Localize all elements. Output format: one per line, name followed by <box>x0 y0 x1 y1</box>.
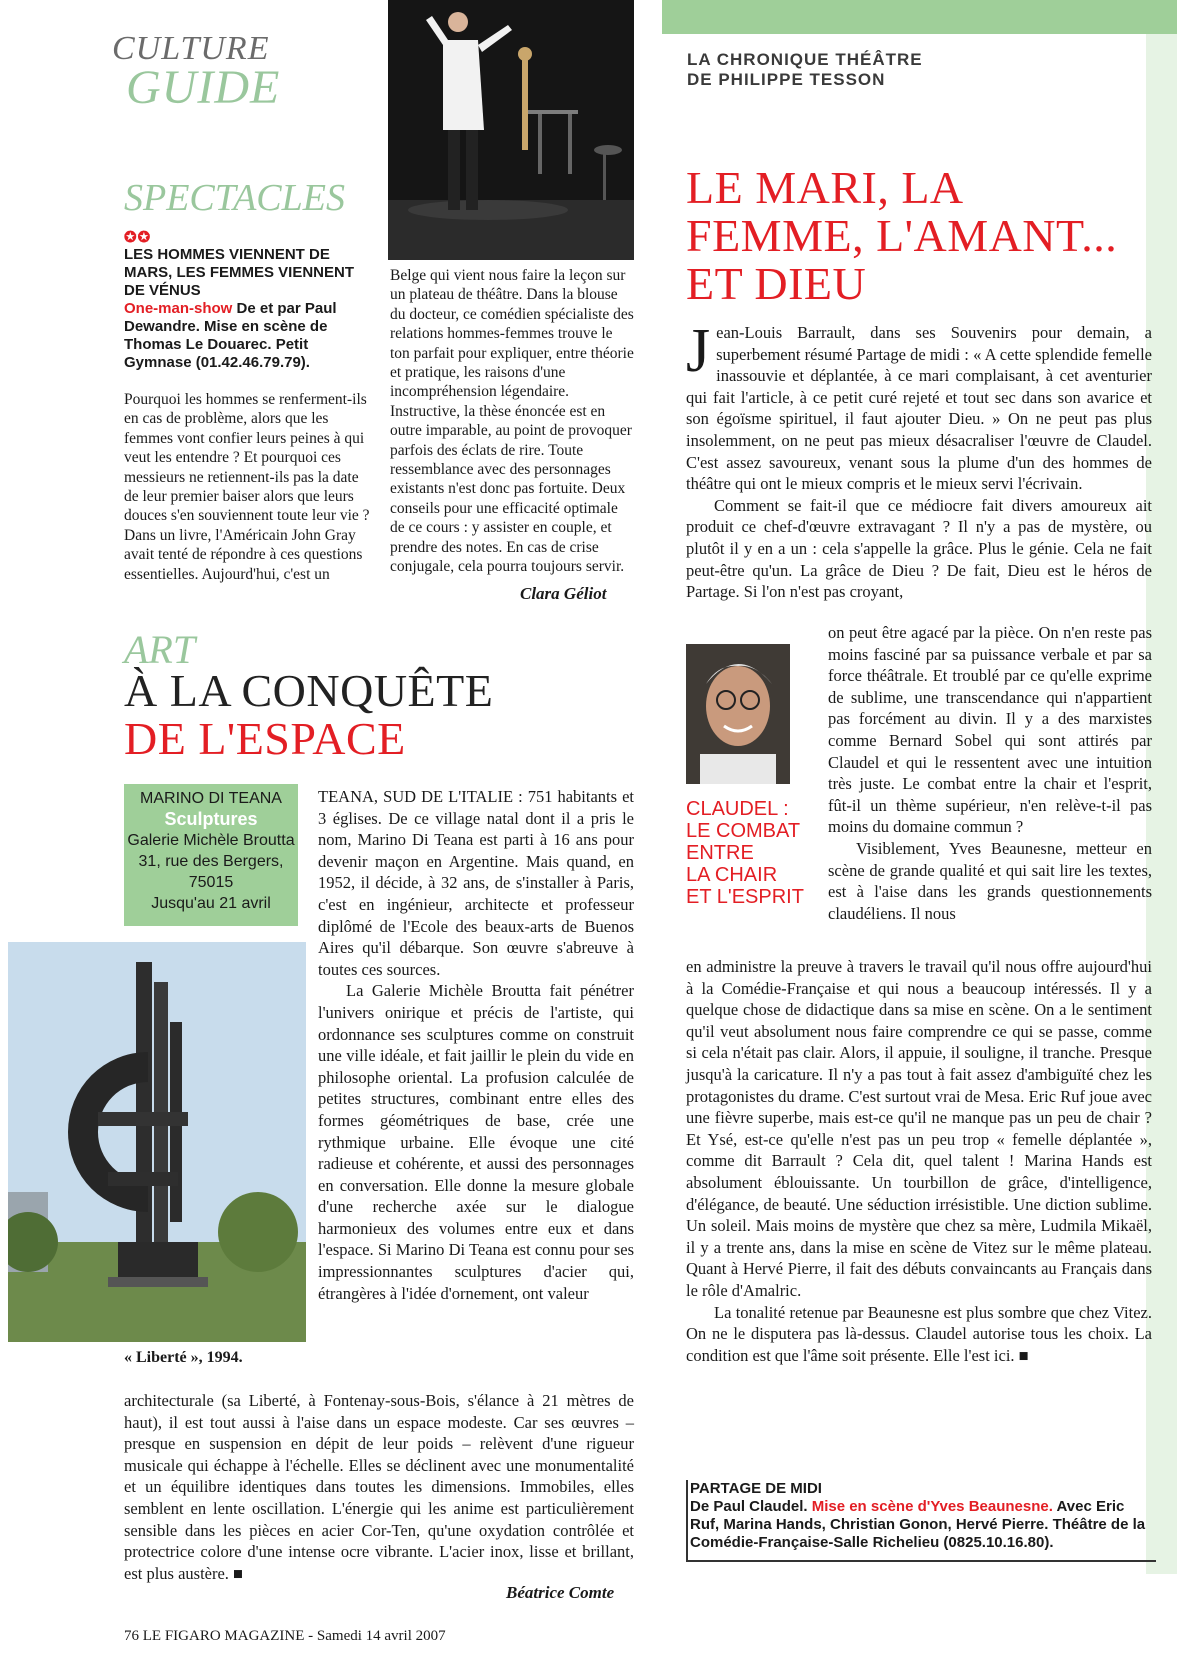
art-paragraph: architecturale (sa Liberté, à Fontenay-sous-Bois, s'élance à 21 mètres de haut), il est tout aussi à l'aise dans un espace modeste. Car ses œuvres – presque en suspension en dépit de leur poids – relèvent d'une rigueur musicale qui échappe à l'échelle. Elles se déclinent avec une monumentalité et un équilibre identiques dans toutes les dimensions. Immobiles, elles semblent en lente oscillation. L'énergie qui les anime est particulièrement sensible dans les pièces en acier Cor-Ten, qu'une oxydation contrôlée et protectrice colore d'une intense ocre vibrante. L'acier inox, lisse et brillant, est plus austère. ■ <box>124 1391 634 1583</box>
sculpture-photo <box>8 942 306 1342</box>
sculpture-caption: « Liberté », 1994. <box>124 1349 243 1366</box>
chronique-paragraph: ean-Louis Barrault, dans ses Souvenirs pour demain, a superbement résumé Partage de midi : « A cette splendide femelle inassouvie et déplantée, à ce mari complaisant, à cet aventurier qui fait l'article, à ce petit curé rejeté et tout sec dans son avarice et son égoïsme spirituel, il faut ajouter Dieu. » On ne peut pas plus insolemment, on ne peut pas mieux désacraliser l'œuvre de Claudel. C'est assez savoureux, venant sous la plume d'un des hommes de théâtre qui ont le mieux compris et le mieux servi l'écrivain. <box>686 323 1152 494</box>
chronique-paragraph: Visiblement, Yves Beaunesne, metteur en scène de grande qualité et qui sait lire les textes, est à l'aise dans les grands questionnements claudéliens. Il nous <box>828 838 1152 923</box>
art-paragraph: La Galerie Michèle Broutta fait pénétrer l'univers onirique et précis de l'artiste, qui ordonnance ses sculptures comme on construit une ville idéale, et fait jaillir le plein du vide en philosophe oriental. La profusion calculée de petites structures, combinant entre elles des formes géométriques de base, crée une rythmique urbaine. Elle évoque une cité radieuse et cohérente, et aussi des personnages en conversation. Elle donne la mesure globale d'une recherche axée sur le dialogue harmonieux des volumes entre eux et dans l'espace. Si Marino Di Teana est connu pour ses impressionnantes sculptures d'acier qui, étrangères à l'idée d'ornement, ont valeur <box>318 981 634 1303</box>
pullquote-line: LE COMBAT <box>686 820 801 842</box>
play-details: Avec Eric Ruf, Marina Hands, Christian Gonon, Hervé Pierre. Théâtre de la Comédie-Française-Salle Richelieu (0825.10.16.80). <box>690 1498 1146 1551</box>
gallery-postcode: 75015 <box>188 874 234 891</box>
play-credits <box>686 1480 1156 1562</box>
pullquote-line: CLAUDEL : <box>686 798 789 820</box>
stage-photo-art <box>388 0 634 260</box>
pullquote <box>686 798 826 908</box>
guide-label: GUIDE <box>126 61 281 114</box>
show-title: LES HOMMES VIENNENT DE MARS, LES FEMMES VIENNENT DE VÉNUS <box>124 246 355 299</box>
chronique-paragraph: Comment se fait-il que ce médiocre fait divers amoureux ait produit ce chef-d'œuvre extravagant ? Il n'y a pas de mystère, ou plutôt il y en a un : cela s'appelle la grâce. Plus le génie. Cela ne fait peut-être qu'un. La grâce de Dieu ? De fait, Dieu est le héros de Partage. Si l'on n'est pas croyant, <box>686 495 1152 602</box>
exhibition-type: Sculptures <box>164 809 258 829</box>
play-author: De Paul Claudel. <box>690 1498 812 1515</box>
art-author: Béatrice Comte <box>506 1583 615 1602</box>
exhibition-dates: Jusqu'au 21 avril <box>151 895 271 912</box>
art-text-bottom <box>124 1390 634 1584</box>
show-info <box>124 246 374 372</box>
spectacles-text-col1 <box>124 390 376 584</box>
chronique-kicker-line2: DE PHILIPPE TESSON <box>687 70 886 89</box>
play-title: PARTAGE DE MIDI <box>690 1480 822 1497</box>
chronique-paragraph: on peut être agacé par la pièce. On n'en reste pas moins fasciné par sa puissance verbale et par sa force théâtrale. Et troublé par ce qu'elle exprime de sublime, une transcendance qui n'appartient pas forcément au divin. Il y a des marxistes comme Bernard Sobel qui sont attirés par Claudel et qui le ressentent avec une intuition très juste. Le combat entre la chair et l'esprit, fût-il un thème supérieur, n'en relève-t-il pas moins du domaine commun ? <box>828 623 1152 837</box>
chronique-kicker-line1: LA CHRONIQUE THÉÂTRE <box>687 50 923 69</box>
pullquote-line: LA CHAIR <box>686 864 778 886</box>
show-genre: One-man-show <box>124 300 233 317</box>
exhibition-info-box <box>124 784 298 926</box>
art-title-line1: À LA CONQUÊTE <box>124 665 494 716</box>
artist-name: MARINO DI TEANA <box>140 790 282 807</box>
chronique-paragraph: en administre la preuve à travers le travail qu'il nous offre aujourd'hui à la Comédie-Française et qui nous a beaucoup intéressés. Il y a quelque chose de didactique dans sa mise en scène. On a le sentiment qu'il veut absolument nous faire comprendre ce qui se passe, comme si cela n'était pas clair. Alors, il appuie, il souligne, il tranche. Presque jusqu'à la caricature. Il n'y a pas tout à fait assez d'ambiguïté chez les protagonistes du drame. C'est surtout vrai de Mesa. Eric Ruf joue avec une fièvre superbe, mais est-ce qu'il ne manque pas un peu de chair ? Et Ysé, est-ce qu'elle n'est pas un peu trop « femelle déplantée », comme dit Barrault ? Cela dit, quel talent ! Marina Hands est absolument éblouissante. Un tourbillon de grâce, d'intelligence, d'élégance, de beauté. Une séduction irrésistible. Une diction sublime. Un soleil. Mais moins de mystère que chez sa mère, Ludmila Mikaël, il y a trente ans, dans la mise en scène de Vitez sur le même plateau. Quant à Hervé Pierre, il fait des débuts convaincants au Français dans le rôle d'Amalric. <box>686 957 1152 1300</box>
spectacles-paragraph: Belge qui vient nous faire la leçon sur un plateau de théâtre. Dans la blouse du docteur, ce comédien spécialiste des relations hommes-femmes trouve le ton parfait pour expliquer, entre théorie et pratique, les raisons d'une incompréhension légendaire. Instructive, la thèse énoncée est en outre imparable, au point de provoquer parfois des éclats de rire. Toute ressemblance avec des personnages existants n'est donc pas fortuite. Deux conseils pour une efficacité optimale de ce cours : y assister en couple, et prendre des notes. En cas de crise conjugale, cela pourra toujours servir. <box>390 267 634 576</box>
show-byline: De et par Paul Dewandre. Mise en scène de Thomas Le Douarec. Petit Gymnase (01.42.46.79.79). <box>124 300 337 371</box>
page-footer: 76 LE FIGARO MAGAZINE - Samedi 14 avril 2007 <box>124 1628 446 1644</box>
art-title-line2: DE L'ESPACE <box>124 713 406 764</box>
rating-stars-icon: ✪✪ <box>124 230 152 246</box>
art-paragraph: TEANA, SUD DE L'ITALIE : 751 habitants et 3 églises. De ce village natal dont il a pris le nom, Marino Di Teana est parti à 16 ans pour devenir maçon en Argentine. Mais quand, en 1952, il décide, à 32 ans, de s'installer à Paris, c'est en ingénieur, architecte et professeur diplômé de l'Ecole des beaux-arts de Buenos Aires qu'il débarque. Son œuvre s'abreuve à toutes ces sources. <box>318 787 634 979</box>
claudel-portrait-photo <box>686 644 790 784</box>
portrait-art <box>686 644 790 784</box>
chronique-text-top <box>686 317 1152 603</box>
art-heading: ART <box>124 627 196 672</box>
pullquote-line: ENTRE <box>686 842 754 864</box>
gallery-address: 31, rue des Bergers, <box>138 853 284 870</box>
sculpture-photo-art <box>8 942 306 1342</box>
chronique-title: LE MARI, LA FEMME, L'AMANT... ET DIEU <box>686 162 1118 309</box>
stage-photo <box>388 0 634 260</box>
play-direction: Mise en scène d'Yves Beaunesne. <box>811 1498 1053 1515</box>
chronique-text-mid <box>828 622 1152 924</box>
spectacles-author: Clara Géliot <box>520 584 607 603</box>
pullquote-line: ET L'ESPRIT <box>686 886 804 908</box>
spectacles-heading: SPECTACLES <box>124 177 345 219</box>
spectacles-text-col2 <box>390 266 636 577</box>
gallery-name: Galerie Michèle Broutta <box>127 832 295 849</box>
chronique-kicker <box>687 50 923 90</box>
dropcap: J <box>686 317 711 385</box>
art-text-column <box>318 786 634 1304</box>
chronique-top-band <box>662 0 1177 34</box>
section-label: CULTURE <box>112 30 270 67</box>
chronique-paragraph: La tonalité retenue par Beaunesne est plus sombre que chez Vitez. On ne le disputera pas là-dessus. Claudel autorise tous les choix. La condition est que l'âme soit présente. Elle l'est ici. ■ <box>686 1302 1152 1365</box>
chronique-text-bottom <box>686 956 1152 1366</box>
spectacles-paragraph: Pourquoi les hommes se renferment-ils en cas de problème, alors que les femmes vont confier leurs peines à qui veut les entendre ? Et pourquoi ces messieurs ne retiennent-ils pas la date de leur premier baiser alors que leurs douces s'en souviennent toute leur vie ? Dans un livre, l'Américain John Gray avait tenté de répondre à ces questions essentielles. Aujourd'hui, c'est un <box>124 391 370 583</box>
